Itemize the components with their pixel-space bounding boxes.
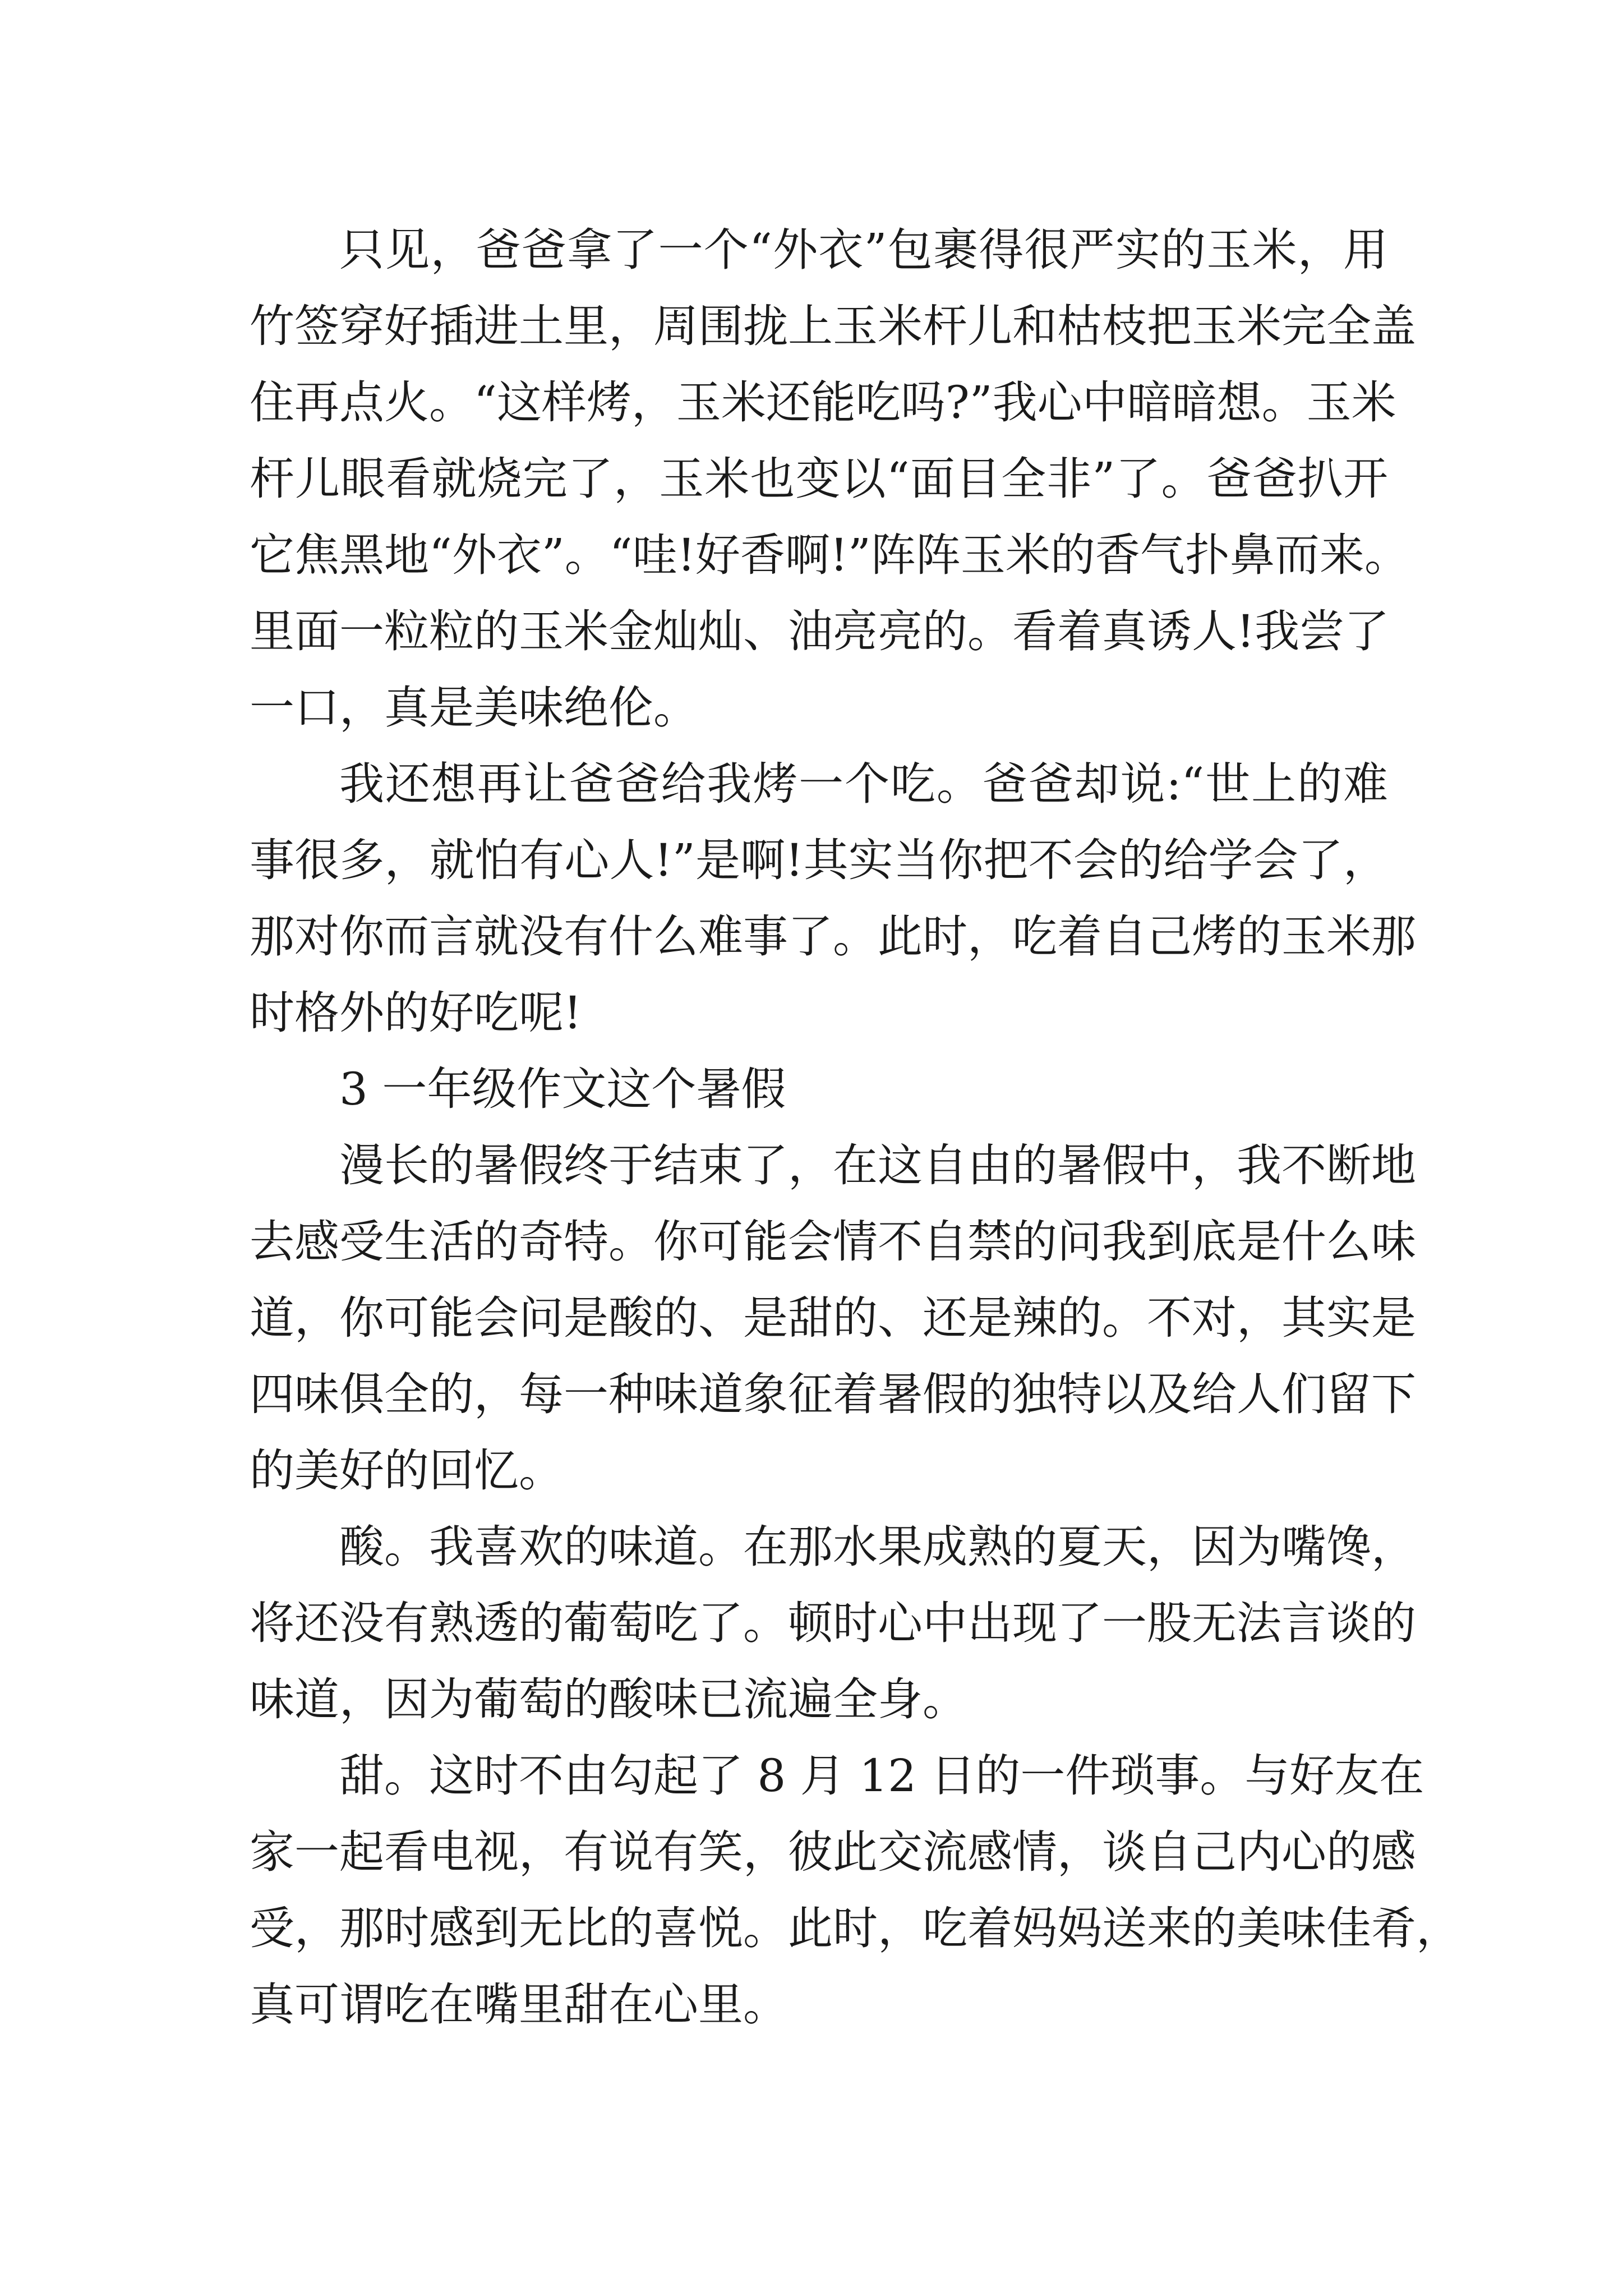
text-line: 甜。这时不由勾起了 8 月 12 日的一件琐事。与好友在 xyxy=(339,1750,1424,1802)
text-line: 漫长的暑假终于结束了，在这自由的暑假中，我不断地 xyxy=(339,1139,1416,1191)
text-line: 竹签穿好插进土里，周围拢上玉米杆儿和枯枝把玉米完全盖 xyxy=(250,300,1416,352)
paragraph-roasting-corn xyxy=(250,212,1416,746)
text-line: 道，你可能会问是酸的、是甜的、还是辣的。不对，其实是 xyxy=(250,1292,1416,1344)
paragraph-sour xyxy=(250,1509,1416,1738)
text-line: 一口，真是美味绝伦。 xyxy=(250,682,698,734)
paragraph-sweet xyxy=(250,1738,1461,2043)
text-line: 去感受生活的奇特。你可能会情不自禁的问我到底是什么味 xyxy=(250,1216,1416,1268)
text-line: 家一起看电视，有说有笑，彼此交流感情，谈自己内心的感 xyxy=(250,1826,1416,1878)
text-line: 的美好的回忆。 xyxy=(250,1444,564,1497)
text-line: 它焦黑地“外衣”。“哇!好香啊!”阵阵玉米的香气扑鼻而来。 xyxy=(250,529,1409,581)
text-line: 四味俱全的，每一种味道象征着暑假的独特以及给人们留下 xyxy=(250,1368,1416,1420)
text-line: 里面一粒粒的玉米金灿灿、油亮亮的。看着真诱人!我尝了 xyxy=(250,605,1390,657)
heading-line: 3 一年级作文这个暑假 xyxy=(339,1063,786,1115)
text-line: 酸。我喜欢的味道。在那水果成熟的夏天，因为嘴馋， xyxy=(339,1521,1416,1573)
text-line: 住再点火。“这样烤，玉米还能吃吗?”我心中暗暗想。玉米 xyxy=(250,376,1396,429)
text-line: 受，那时感到无比的喜悦。此时，吃着妈妈送来的美味佳肴， xyxy=(250,1902,1461,1954)
text-line: 真可谓吃在嘴里甜在心里。 xyxy=(250,1978,788,2031)
text-line: 杆儿眼看就烧完了，玉米也变以“面目全非”了。爸爸扒开 xyxy=(250,453,1388,505)
text-line: 事很多，就怕有心人!”是啊!其实当你把不会的给学会了， xyxy=(250,834,1388,886)
text-line: 我还想再让爸爸给我烤一个吃。爸爸却说:“世上的难 xyxy=(339,758,1388,810)
text-line: 时格外的好吃呢! xyxy=(250,987,582,1039)
paragraph-summer-intro xyxy=(250,1128,1416,1509)
text-line: 将还没有熟透的葡萄吃了。顿时心中出现了一股无法言谈的 xyxy=(250,1597,1416,1649)
document-body xyxy=(250,212,1461,2043)
paragraph-father-advice xyxy=(250,746,1416,1051)
text-line: 那对你而言就没有什么难事了。此时，吃着自己烤的玉米那 xyxy=(250,910,1416,963)
text-line: 只见，爸爸拿了一个“外衣”包裹得很严实的玉米，用 xyxy=(339,224,1388,276)
section-heading xyxy=(250,1051,1388,1128)
text-line: 味道，因为葡萄的酸味已流遍全身。 xyxy=(250,1673,967,1726)
